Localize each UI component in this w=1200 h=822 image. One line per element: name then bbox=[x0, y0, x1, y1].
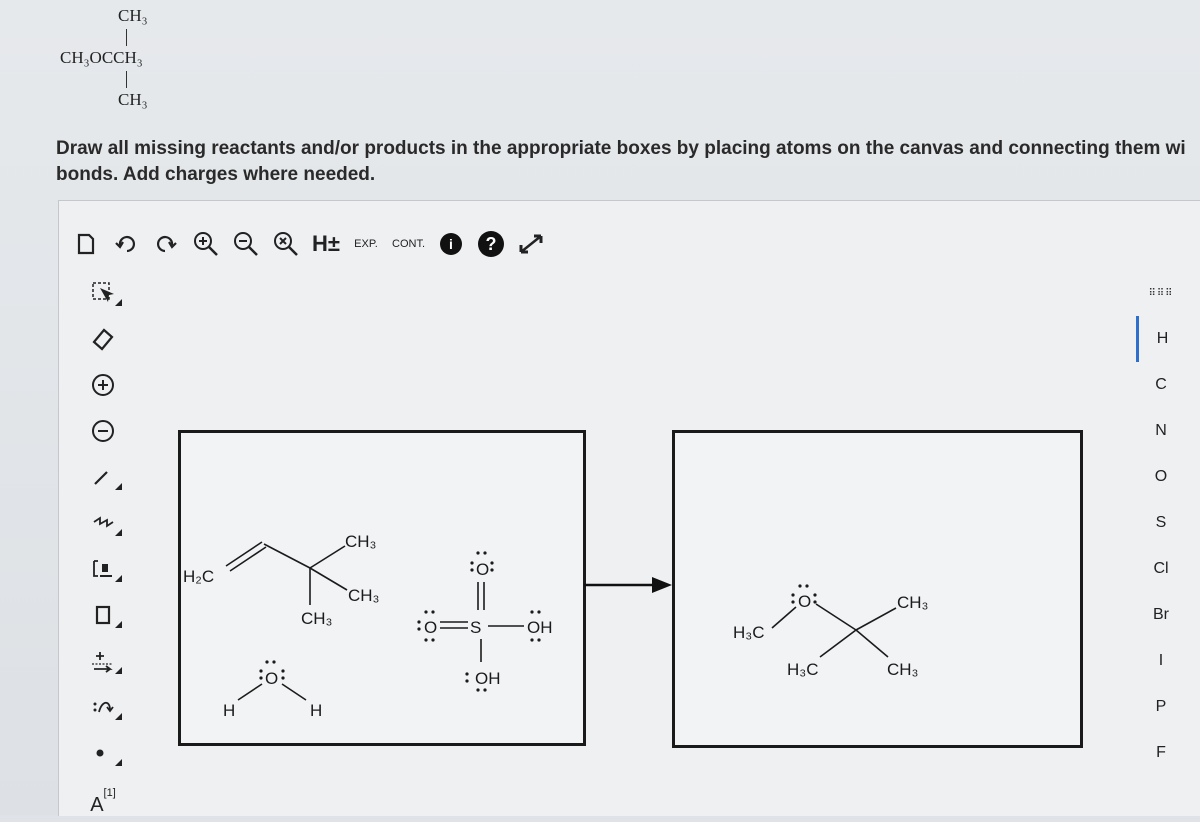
element-button[interactable] bbox=[1136, 684, 1186, 730]
info-button[interactable] bbox=[437, 227, 465, 261]
element-label: O bbox=[1154, 468, 1168, 485]
dot-icon bbox=[90, 740, 116, 766]
atom-label: CH₃ bbox=[301, 609, 333, 628]
element-label: Cl bbox=[1153, 560, 1169, 577]
negative-charge-tool[interactable] bbox=[80, 408, 126, 454]
chain-tool[interactable] bbox=[80, 500, 126, 546]
element-button[interactable] bbox=[1136, 408, 1186, 454]
products-box[interactable] bbox=[672, 430, 1083, 748]
template-tool[interactable] bbox=[80, 546, 126, 592]
atom-label: H bbox=[223, 701, 236, 720]
curved-arrow-icon bbox=[90, 694, 116, 720]
help-button[interactable] bbox=[477, 227, 505, 261]
element-button[interactable] bbox=[1136, 454, 1186, 500]
select-tool[interactable] bbox=[80, 270, 126, 316]
bond-icon bbox=[90, 464, 116, 490]
formula-main-chain: CH₃OCCH₃ bbox=[60, 48, 143, 67]
template-icon bbox=[90, 556, 116, 582]
lasso-select-icon bbox=[90, 280, 116, 306]
reaction-arrow-icon bbox=[90, 648, 116, 674]
atom-label: H₃C bbox=[787, 660, 819, 679]
zoom-in-icon[interactable] bbox=[192, 227, 220, 261]
attachment-point-tool[interactable] bbox=[80, 776, 126, 822]
single-bond-tool[interactable] bbox=[80, 454, 126, 500]
element-label: P bbox=[1155, 698, 1167, 715]
new-document-icon[interactable] bbox=[72, 227, 100, 261]
question-instructions: Draw all missing reactants and/or products in the appropriate boxes by placing atoms on the canvas and connecting them wi bonds. Add charges where needed. bbox=[56, 138, 1186, 185]
reactants-box[interactable] bbox=[178, 430, 586, 746]
expand-label: EXP. bbox=[354, 238, 378, 250]
atom-label: H₂C bbox=[183, 567, 215, 586]
top-toolbar bbox=[72, 224, 612, 264]
zoom-out-icon[interactable] bbox=[232, 227, 260, 261]
reaction-arrow bbox=[584, 575, 674, 595]
atom-label: O bbox=[265, 669, 279, 688]
expand-button[interactable] bbox=[352, 227, 380, 261]
left-toolbar bbox=[78, 270, 128, 822]
element-label: C bbox=[1155, 376, 1167, 393]
help-icon: ? bbox=[478, 231, 504, 257]
attachment-label: A bbox=[90, 793, 104, 816]
element-button[interactable] bbox=[1136, 362, 1186, 408]
periodic-table-button[interactable] bbox=[1136, 270, 1186, 316]
atom-label: H₃C bbox=[733, 623, 765, 642]
atom-label: CH₃ bbox=[897, 593, 929, 612]
formula-bottom-methyl: CH₃ bbox=[118, 90, 148, 109]
condensed-formula bbox=[60, 6, 200, 116]
fullscreen-button[interactable] bbox=[517, 227, 545, 261]
element-palette bbox=[1136, 270, 1186, 776]
element-label: H bbox=[1156, 330, 1169, 347]
atom-label: CH₃ bbox=[348, 586, 380, 605]
zoom-reset-icon[interactable] bbox=[272, 227, 300, 261]
undo-icon[interactable] bbox=[112, 227, 140, 261]
eraser-tool[interactable] bbox=[80, 316, 126, 362]
atom-label: OH bbox=[527, 618, 553, 637]
element-button[interactable] bbox=[1136, 592, 1186, 638]
atom-label: O bbox=[476, 560, 490, 579]
atom-label: CH₃ bbox=[345, 532, 377, 551]
formula-top-methyl: CH₃ bbox=[118, 6, 148, 25]
element-label: F bbox=[1156, 744, 1166, 761]
box-tool[interactable] bbox=[80, 592, 126, 638]
info-icon: i bbox=[440, 233, 462, 255]
element-button[interactable] bbox=[1136, 546, 1186, 592]
positive-charge-tool[interactable] bbox=[80, 362, 126, 408]
contract-button[interactable] bbox=[392, 227, 425, 261]
atom-label: H bbox=[310, 701, 323, 720]
element-label: N bbox=[1155, 422, 1167, 439]
minus-circle-icon bbox=[90, 418, 116, 444]
chain-icon bbox=[90, 510, 116, 536]
element-button[interactable] bbox=[1136, 638, 1186, 684]
atom-label: OH bbox=[475, 669, 501, 688]
curved-arrow-tool[interactable] bbox=[80, 684, 126, 730]
rectangle-icon bbox=[90, 602, 116, 628]
reaction-arrow-tool[interactable] bbox=[80, 638, 126, 684]
atom-label: CH₃ bbox=[887, 660, 919, 679]
element-label: Br bbox=[1153, 606, 1169, 623]
element-button[interactable] bbox=[1136, 730, 1186, 776]
redo-icon[interactable] bbox=[152, 227, 180, 261]
element-label: I bbox=[1158, 652, 1164, 669]
atom-label: S bbox=[470, 618, 482, 637]
lone-pair-tool[interactable] bbox=[80, 730, 126, 776]
element-label: S bbox=[1155, 514, 1167, 531]
element-button[interactable] bbox=[1136, 316, 1186, 362]
contract-label: CONT. bbox=[392, 238, 425, 250]
attachment-superscript: [1] bbox=[103, 787, 116, 799]
expand-arrows-icon bbox=[517, 232, 545, 256]
element-button[interactable] bbox=[1136, 500, 1186, 546]
hydrogen-toggle-button[interactable]: H± bbox=[312, 231, 340, 256]
atom-label: O bbox=[798, 592, 812, 611]
plus-circle-icon bbox=[90, 372, 116, 398]
eraser-icon bbox=[90, 326, 116, 352]
atom-label: O bbox=[424, 618, 438, 637]
periodic-table-icon: ⠿⠿⠿ bbox=[1148, 287, 1174, 299]
